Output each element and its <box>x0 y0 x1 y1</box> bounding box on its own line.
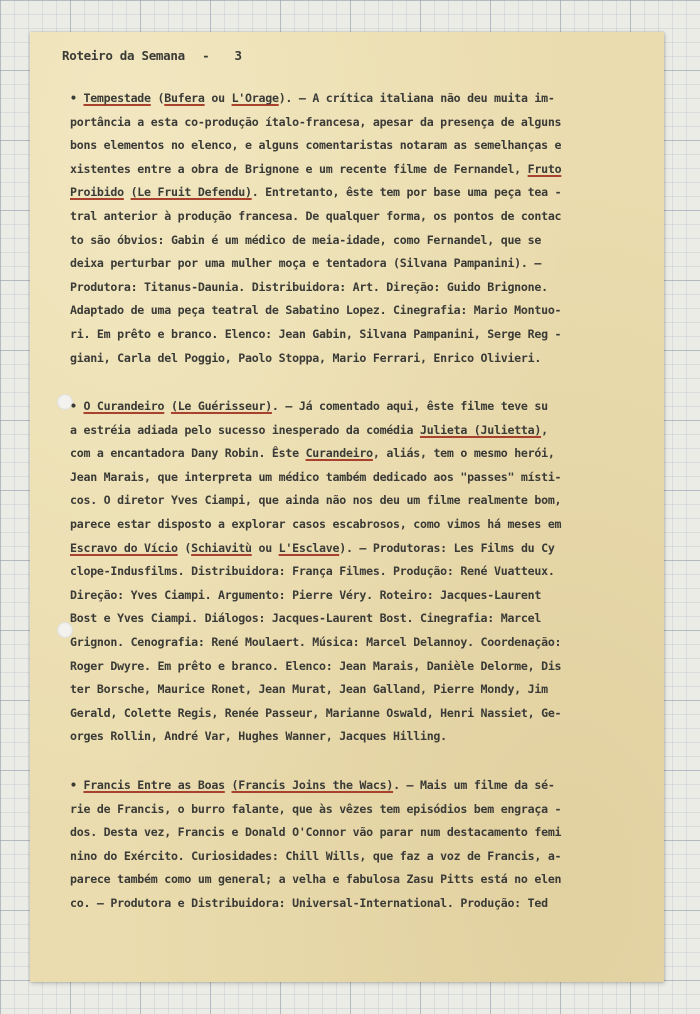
text-segment: Jean Marais, que interpreta um médico também dedicado aos "passes" místi- <box>70 469 562 484</box>
underlined-title: Bufera <box>164 91 205 105</box>
text-line <box>70 892 630 916</box>
text-segment: Roger Dwyre. Em prêto e branco. Elenco: Jean Marais, Danièle Delorme, Dis <box>70 658 562 673</box>
text-segment: • <box>70 399 84 413</box>
header-dash: - <box>202 48 210 63</box>
text-line <box>70 560 630 584</box>
text-segment: deixa perturbar por uma mulher moça e tentadora (Silvana Pampanini). — <box>70 256 542 271</box>
underlined-title: Francis Entre as Boas <box>83 778 225 792</box>
text-segment: bons elementos no elenco, e alguns comentaristas notaram as semelhanças e <box>70 138 562 153</box>
underlined-title: (Le Fruit Defendu) <box>130 185 252 200</box>
underlined-title: Proibido <box>70 185 124 200</box>
underlined-title: L'Orage <box>231 91 279 105</box>
text-line <box>70 868 630 892</box>
text-line <box>70 489 630 513</box>
text-segment: Grignon. Cenografia: René Moulaert. Música: Marcel Delannoy. Coordenação: <box>70 634 562 649</box>
text-line <box>70 442 630 466</box>
text-line <box>70 513 630 537</box>
text-segment: com a encantadora Dany Robin. Êste <box>70 446 306 461</box>
text-line <box>70 798 630 822</box>
text-segment: • <box>70 778 84 792</box>
text-line <box>70 725 630 749</box>
text-line <box>70 347 630 371</box>
text-segment: a estréia adiada pelo sucesso inesperado da comédia <box>70 422 420 437</box>
text-segment: , <box>541 422 548 437</box>
text-segment: nino do Exército. Curiosidades: Chill Wills, que faz a voz de Francis, a- <box>70 848 562 863</box>
text-segment: co. — Produtora e Distribuidora: Universal-International. Produção: Ted <box>70 895 548 910</box>
header-title: Roteiro da Semana <box>62 48 185 63</box>
underlined-title: Fruto <box>527 161 562 176</box>
text-segment <box>164 399 171 413</box>
text-segment: . — Já comentado aqui, êste filme teve su <box>271 399 548 413</box>
underlined-title: Julieta (Julietta) <box>419 422 542 437</box>
paragraph-tempestade <box>70 87 630 370</box>
text-segment: parece estar disposto a explorar casos escabrosos, como vimos há meses em <box>70 516 562 531</box>
text-line <box>70 111 630 135</box>
text-segment: Direção: Yves Ciampi. Argumento: Pierre Véry. Roteiro: Jacques-Laurent <box>70 587 542 602</box>
typed-page <box>30 32 664 982</box>
text-line <box>70 607 630 631</box>
text-line <box>70 537 630 561</box>
text-line <box>70 134 630 158</box>
text-segment: cos. O diretor Yves Ciampi, que ainda não nos deu um filme realmente bom, <box>70 493 562 508</box>
text-segment: xistentes entre a obra de Brignone e um recente filme de Fernandel, <box>70 161 528 176</box>
underlined-title: O Curandeiro <box>83 399 165 413</box>
page-header <box>62 48 242 63</box>
text-segment: dos. Desta vez, Francis e Donald O'Connor vão parar num destacamento femi <box>70 825 562 840</box>
text-segment: . — Mais um filme da sé- <box>393 778 555 792</box>
text-segment: ter Borsche, Maurice Ronet, Jean Murat, Jean Galland, Pierre Mondy, Jim <box>70 682 548 697</box>
underlined-title: Tempestade <box>83 91 151 105</box>
text-line <box>70 87 630 111</box>
text-line <box>70 276 630 300</box>
underlined-title: Curandeiro <box>305 446 373 461</box>
text-segment: ri. Em prêto e branco. Elenco: Jean Gabin, Silvana Pampanini, Serge Reg - <box>70 326 562 341</box>
text-segment: giani, Carla del Poggio, Paolo Stoppa, Mario Ferrari, Enrico Olivieri. <box>70 350 542 365</box>
text-line <box>70 655 630 679</box>
text-line <box>70 181 630 205</box>
text-segment: Adaptado de uma peça teatral de Sabatino Lopez. Cinegrafia: Mario Montuo- <box>70 303 562 318</box>
text-line <box>70 205 630 229</box>
underlined-title: L'Esclave <box>278 540 340 555</box>
text-segment: Bost e Yves Ciampi. Diálogos: Jacques-Laurent Bost. Cinegrafia: Marcel <box>70 611 542 626</box>
paragraph-o-curandeiro <box>70 395 630 749</box>
text-segment: to são óbvios: Gabin é um médico de meia-idade, como Fernandel, que se <box>70 232 542 247</box>
text-line <box>70 466 630 490</box>
text-line <box>70 845 630 869</box>
text-segment: • <box>70 91 84 105</box>
underlined-title: Escravo do Vício <box>70 540 178 555</box>
text-segment: ou <box>251 540 279 555</box>
text-segment: ( <box>150 91 165 105</box>
text-segment <box>225 778 232 792</box>
text-segment: clope-Indusfilms. Distribuidora: França Filmes. Produção: René Vuatteux. <box>70 564 555 579</box>
underlined-title: (Francis Joins the Wacs) <box>231 778 394 792</box>
page-number: 3 <box>234 48 242 63</box>
paragraph-francis-entre-as-boas <box>70 774 630 916</box>
text-segment: . Entretanto, êste tem por base uma peça tea - <box>251 185 562 200</box>
text-line <box>70 419 630 443</box>
text-segment: Gerald, Colette Regis, Renée Passeur, Marianne Oswald, Henri Nassiet, Ge- <box>70 705 562 720</box>
text-segment: ). — A crítica italiana não deu muita im- <box>278 91 555 105</box>
text-line <box>70 229 630 253</box>
text-segment: orges Rollin, André Var, Hughes Wanner, Jacques Hilling. <box>70 729 447 744</box>
text-line <box>70 678 630 702</box>
text-line <box>70 631 630 655</box>
text-segment: rie de Francis, o burro falante, que às vêzes tem episódios bem engraça - <box>70 801 562 816</box>
text-segment: ( <box>177 540 192 555</box>
text-segment: , aliás, tem o mesmo herói, <box>372 446 555 461</box>
text-line <box>70 299 630 323</box>
underlined-title: (Le Guérisseur) <box>170 399 272 413</box>
underlined-title: Schiavitù <box>191 540 252 555</box>
text-line <box>70 774 630 798</box>
text-line <box>70 395 630 419</box>
text-line <box>70 821 630 845</box>
text-segment: portância a esta co-produção ítalo-francesa, apesar da presença de alguns <box>70 114 562 129</box>
text-line <box>70 252 630 276</box>
text-segment: ). — Produtoras: Les Films du Cy <box>339 540 555 555</box>
text-segment: Produtora: Titanus-Daunia. Distribuidora: Art. Direção: Guido Brignone. <box>70 279 548 294</box>
text-line <box>70 158 630 182</box>
text-segment <box>124 185 131 199</box>
text-segment: ou <box>204 91 232 105</box>
text-segment: tral anterior à produção francesa. De qualquer forma, os pontos de contac <box>70 208 562 223</box>
text-line <box>70 323 630 347</box>
text-segment: parece também como um general; a velha e fabulosa Zasu Pitts está no elen <box>70 872 562 887</box>
text-line <box>70 584 630 608</box>
text-line <box>70 702 630 726</box>
